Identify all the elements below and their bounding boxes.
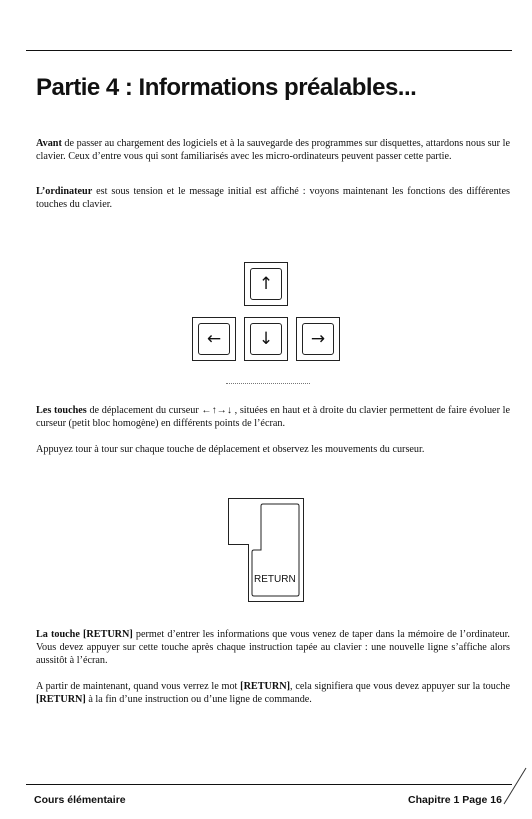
final-bold2: [RETURN]: [36, 694, 86, 705]
separator-dash: [226, 383, 310, 384]
left-arrow-key: [192, 317, 236, 361]
page-corner-mark: [502, 760, 528, 806]
return-lead: La touche [RETURN]: [36, 629, 133, 640]
return-key-label: RETURN: [254, 574, 296, 585]
cursor-keys-paragraph: [36, 404, 510, 430]
return-key-icon: [228, 498, 304, 602]
down-arrow-key: [244, 317, 288, 361]
up-arrow-key: [244, 262, 288, 306]
intro-lead: Avant: [36, 138, 62, 149]
final-part1: A partir de maintenant, quand vous verrez le mot: [36, 681, 241, 692]
status-paragraph: [36, 185, 510, 211]
intro-paragraph: [36, 137, 510, 163]
final-part3: à la fin d’une instruction ou d’une ligne de commande.: [85, 694, 312, 705]
page-title: Partie 4 : Informations préalables...: [36, 74, 417, 101]
return-text: permet d’entrer les informations que vous venez de taper dans la mémoire de l’ordinateur. Vous devez appuyer sur cette touche après chaque instruction tapée au clavier : une nouvelle ligne s’affiche alors aussitôt à l’écran.: [36, 629, 510, 666]
cursor-text: de déplacement du curseur ←↑→↓ , situées en haut et à droite du clavier permettent de faire évoluer le curseur (petit bloc homogène) en différents points de l’écran.: [36, 405, 510, 429]
right-arrow-key: [296, 317, 340, 361]
up-arrow-icon: ↑: [250, 268, 282, 300]
footer-page-number: Chapitre 1 Page 16: [408, 794, 502, 806]
left-arrow-icon: ←: [198, 323, 230, 355]
return-paragraph: [36, 628, 510, 667]
press-text: Appuyez tour à tour sur chaque touche de déplacement et observez les mouvements du curseur.: [36, 444, 425, 455]
final-part2: , cela signifiera que vous devez appuyer sur la touche: [289, 681, 510, 692]
right-arrow-icon: →: [302, 323, 334, 355]
press-paragraph: [36, 443, 510, 456]
intro-text: de passer au chargement des logiciels et à la sauvegarde des programmes sur disquettes, attardons nous sur le clavier. Ceux d’entre vous qui sont familiarisés avec les micro-ordinateurs peuvent passer cette partie.: [36, 138, 510, 162]
bottom-rule: [26, 784, 512, 785]
final-bold1: [RETURN]: [240, 681, 290, 692]
cursor-lead: Les touches: [36, 405, 87, 416]
footer-course-name: Cours élémentaire: [34, 794, 126, 806]
top-rule: [26, 50, 512, 51]
status-lead: L’ordinateur: [36, 186, 93, 197]
final-paragraph: [36, 680, 510, 706]
down-arrow-icon: ↓: [250, 323, 282, 355]
status-text: est sous tension et le message initial est affiché : voyons maintenant les fonctions des différentes touches du clavier.: [36, 186, 510, 210]
